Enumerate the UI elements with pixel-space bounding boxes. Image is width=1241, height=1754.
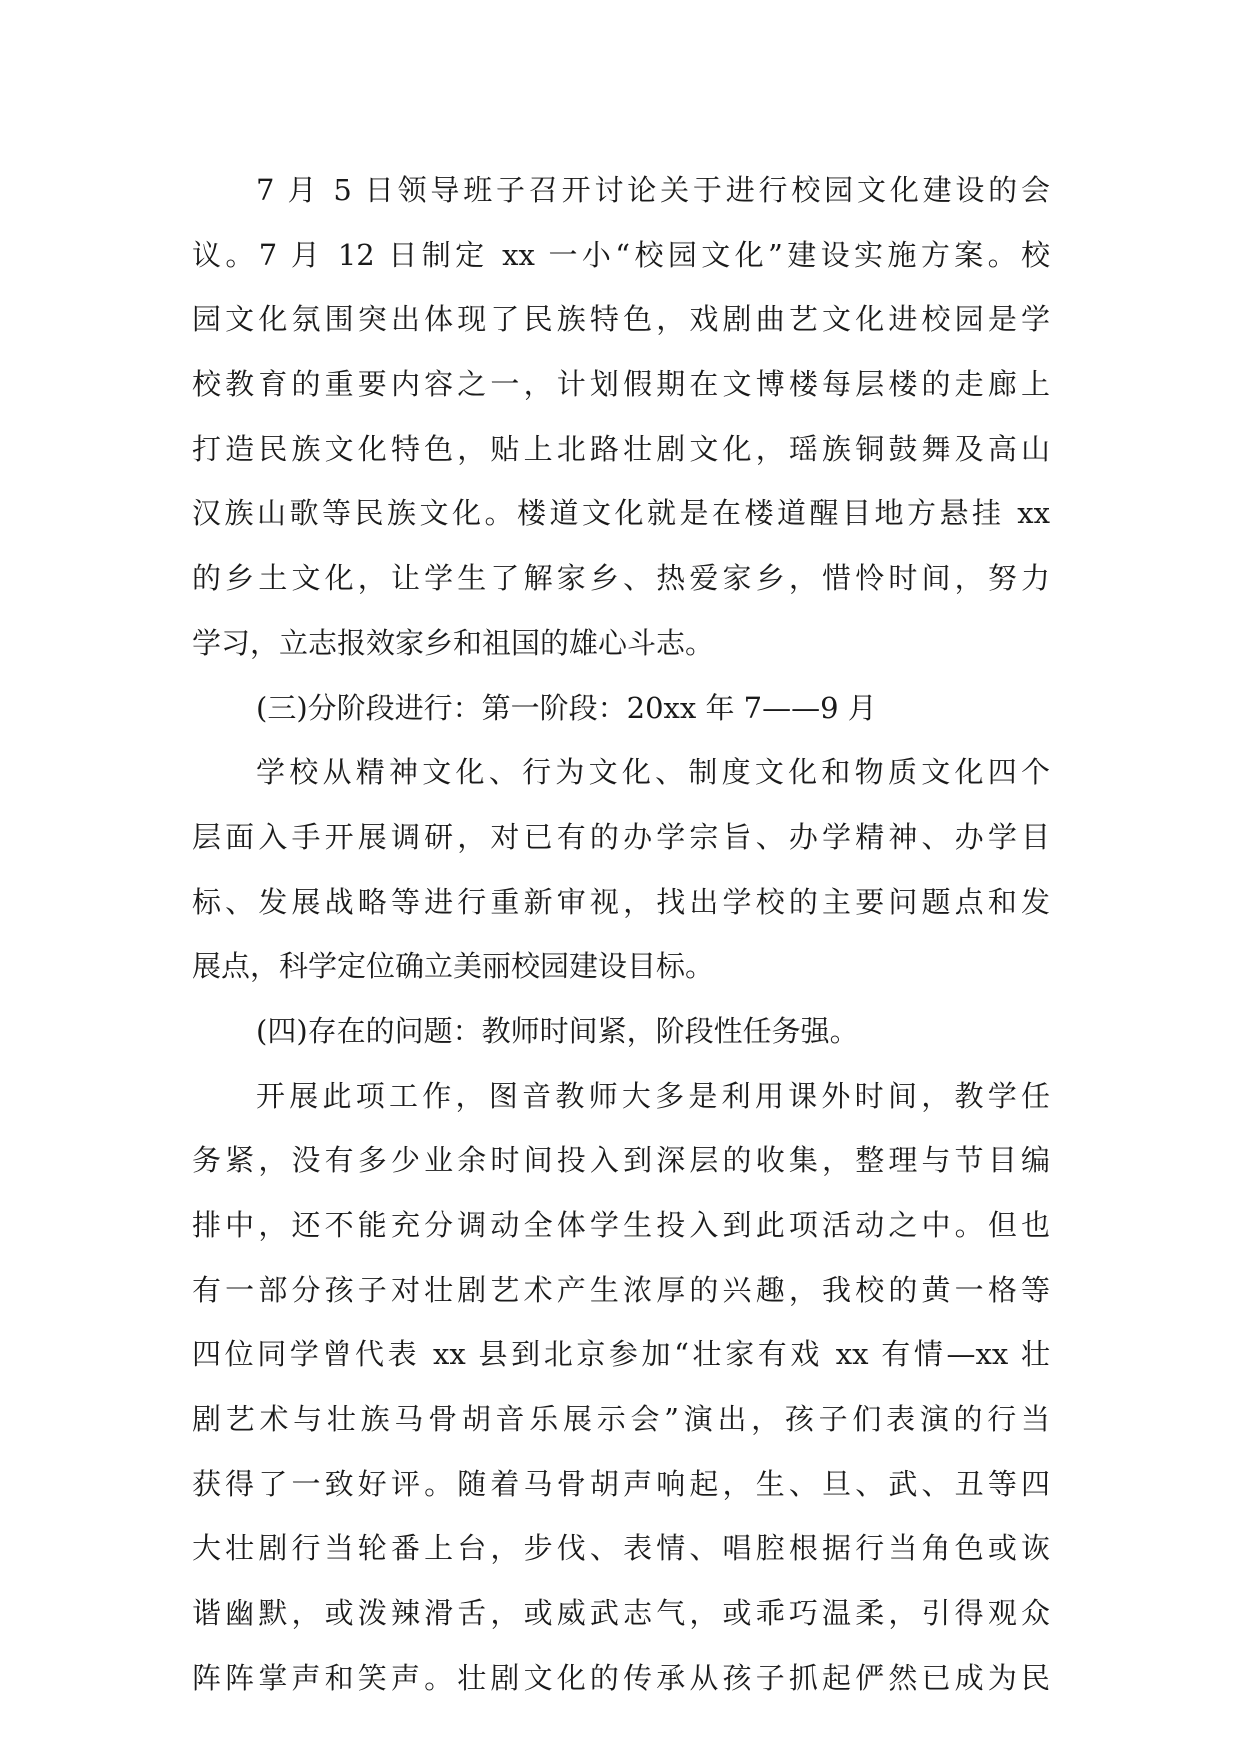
text-line: (四)存在的问题：教师时间紧，阶段性任务强。 [256,1013,859,1048]
document-body [192,158,1050,1711]
text-line: 的乡土文化，让学生了解家乡、热爱家乡，惜怜时间，努力 [192,561,1050,596]
text-line: 学习，立志报效家乡和祖国的雄心斗志。 [192,625,715,660]
text-line: 剧艺术与壮族马骨胡音乐展示会”演出，孩子们表演的行当 [192,1402,1050,1437]
text-line: 7 月 5 日领导班子召开讨论关于进行校园文化建设的会 [256,173,1050,207]
text-line: (三)分阶段进行：第一阶段：20xx 年 7——9 月 [256,690,877,725]
text-line: 获得了一致好评。随着马骨胡声响起，生、旦、武、丑等四 [192,1466,1050,1501]
text-line: 展点，科学定位确立美丽校园建设目标。 [192,949,715,984]
text-line: 层面入手开展调研，对已有的办学宗旨、办学精神、办学目 [192,819,1050,854]
text-line: 四位同学曾代表 xx 县到北京参加“壮家有戏 xx 有情—xx 壮 [192,1337,1050,1372]
text-line: 谐幽默，或泼辣滑舌，或威武志气，或乖巧温柔，引得观众 [192,1596,1050,1631]
text-line: 阵阵掌声和笑声。壮剧文化的传承从孩子抓起俨然已成为民 [192,1660,1050,1695]
text-line: 学校从精神文化、行为文化、制度文化和物质文化四个 [256,755,1050,790]
text-line: 有一部分孩子对壮剧艺术产生浓厚的兴趣，我校的黄一格等 [192,1272,1050,1307]
text-line: 打造民族文化特色，贴上北路壮剧文化，瑶族铜鼓舞及高山 [192,431,1050,466]
text-line: 大壮剧行当轮番上台，步伐、表情、唱腔根据行当角色或诙 [192,1531,1050,1566]
text-line: 园文化氛围突出体现了民族特色，戏剧曲艺文化进校园是学 [192,302,1050,337]
text-line: 校教育的重要内容之一，计划假期在文博楼每层楼的走廊上 [192,367,1050,402]
text-line: 议。7 月 12 日制定 xx 一小“校园文化”建设实施方案。校 [192,237,1050,272]
text-line: 务紧，没有多少业余时间投入到深层的收集，整理与节目编 [192,1143,1050,1178]
text-line: 排中，还不能充分调动全体学生投入到此项活动之中。但也 [192,1208,1050,1242]
text-line: 汉族山歌等民族文化。楼道文化就是在楼道醒目地方悬挂 xx [192,496,1050,531]
text-line: 开展此项工作，图音教师大多是利用课外时间，教学任 [256,1078,1050,1113]
text-line: 标、发展战略等进行重新审视，找出学校的主要问题点和发 [192,884,1050,919]
